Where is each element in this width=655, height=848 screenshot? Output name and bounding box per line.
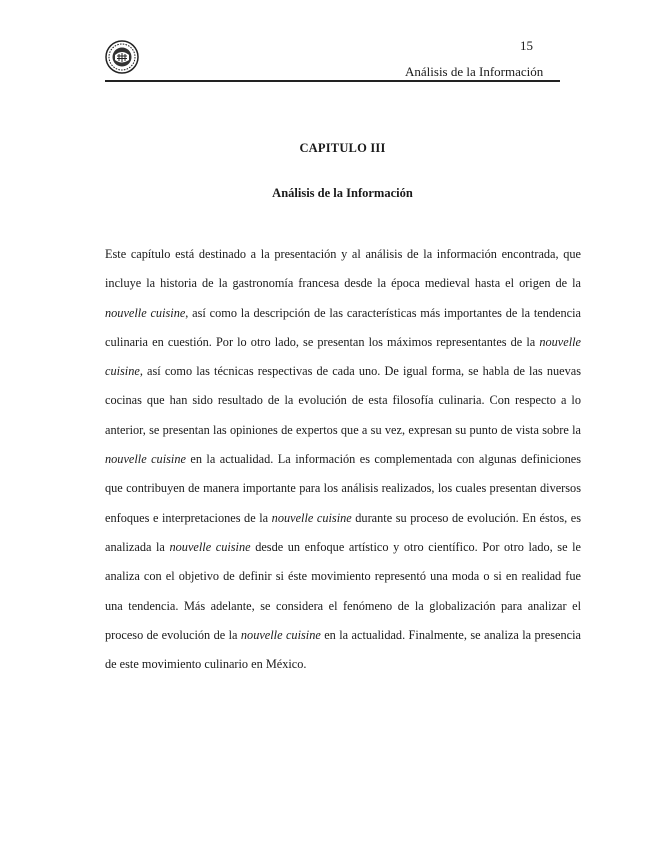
italic-term: nouvelle cuisine	[105, 305, 186, 320]
text-run: en la actualidad. Finalmente, se analiza la presencia de este movimiento culinario en México.	[105, 627, 581, 672]
text-run: en la actualidad. La información es complementada con algunas definiciones que contribuyen de manera importante para los análisis realizados, los cuales presentan diversos enfoques e interpretaciones de la	[105, 452, 581, 525]
text-run: Este capítulo está destinado a la presentación y al análisis de la información encontrada, que incluye la historia de la gastronomía francesa desde la época medieval hasta el origen de la	[105, 247, 581, 291]
section-title: Análisis de la Información	[272, 186, 413, 200]
text-run: desde un enfoque artístico y otro científico. Por otro lado, se le analiza con el objetivo de definir si éste movimiento representó una moda o si en realidad fue una tendencia. Más adelante, se considera el fenómeno de la globalización para analizar el proceso de evolución de la	[105, 539, 581, 642]
italic-term: nouvelle cuisine	[271, 510, 352, 525]
university-seal-icon	[105, 40, 139, 74]
italic-term: nouvelle cuisine	[105, 452, 186, 467]
italic-term: nouvelle cuisine	[240, 627, 321, 642]
text-run: , así como la descripción de las características más importantes de la tendencia culinaria en cuestión. Por lo otro lado, se presentan los máximos representantes de la	[105, 305, 581, 349]
page-number: 15	[520, 38, 533, 53]
text-run: , así como las técnicas respectivas de cada uno. De igual forma, se habla de las nuevas cocinas que han sido resultado de la evolución de esta filosofía culinaria. Con respecto a lo anterior, se presentan las opiniones de expertos que a su vez, expresan su punto de vista sobre la	[105, 364, 581, 437]
text-run: durante su proceso de evolución. En éstos, es analizada la	[105, 510, 581, 554]
chapter-title: CAPITULO III	[299, 141, 386, 155]
italic-term: nouvelle cuisine	[169, 539, 251, 554]
italic-term: nouvelle cuisine	[105, 334, 581, 379]
running-header: Análisis de la Información	[405, 64, 544, 79]
header-divider	[105, 80, 560, 82]
body-paragraph	[105, 240, 581, 679]
